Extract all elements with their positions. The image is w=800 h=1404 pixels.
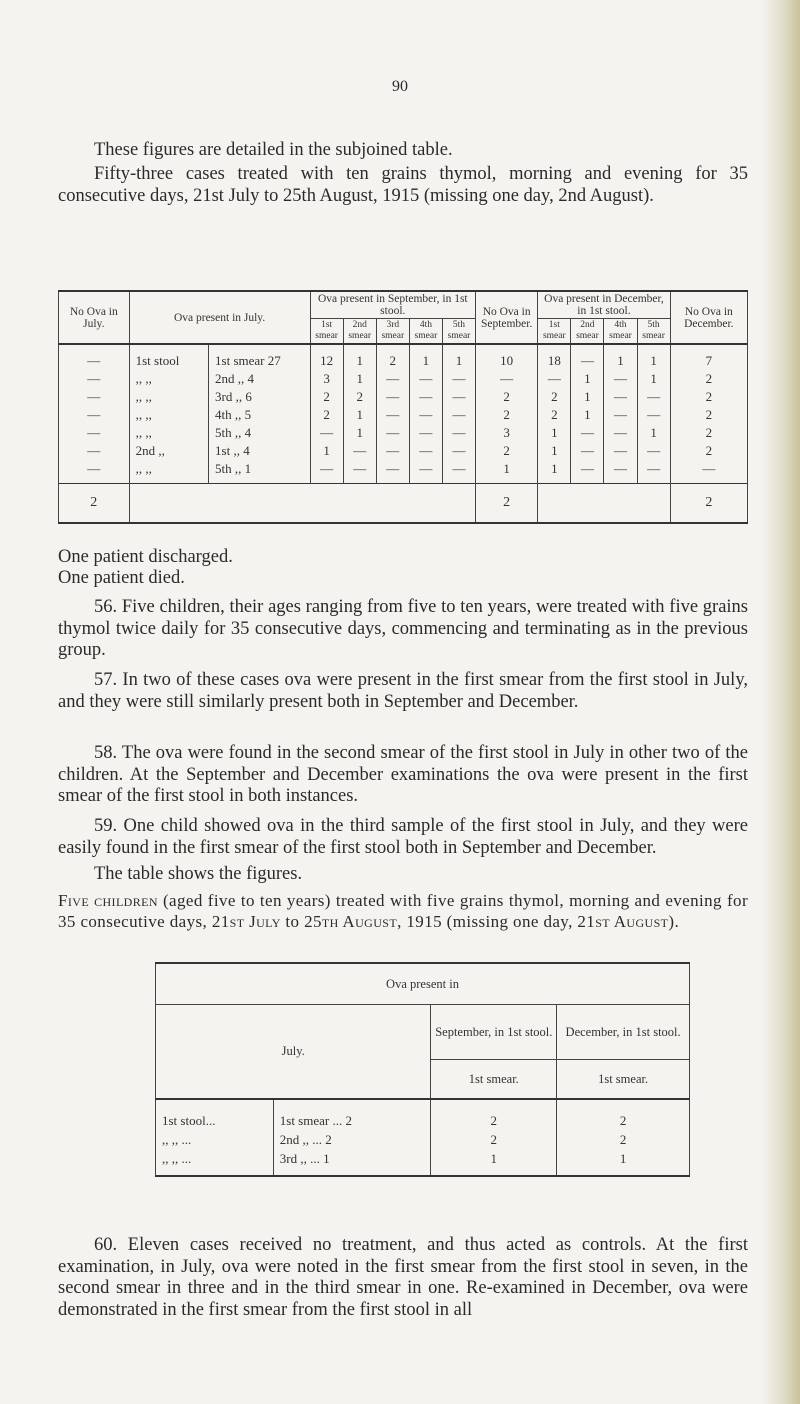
page-edge-shadow [762,0,800,1404]
table-cell: 1 [343,370,376,388]
table-cell: 2nd ,, [129,442,208,460]
table-cell: 2 [557,1099,690,1130]
table-cell: 1 [343,344,376,370]
table-cell: 2 [343,388,376,406]
table-cell: — [409,370,442,388]
table-cell: 5th ,, 4 [209,424,311,442]
table-cell: 5th ,, 1 [209,460,311,484]
table-cell: 2 [476,406,538,424]
table-cell: — [442,442,475,460]
table-cell: 3 [310,370,343,388]
table-cell: — [310,460,343,484]
table-cell: — [442,406,475,424]
header-sept-smear: 4th smear [409,319,442,345]
table-row [59,406,748,424]
table-cell: 2 [310,388,343,406]
table-cell: — [343,460,376,484]
header-dec-smear: 4th smear [604,319,637,345]
table-cell: 1 [310,442,343,460]
caption-part: Five children [58,891,158,910]
table-cell: 1st ,, 4 [209,442,311,460]
paragraph-60: 60. Eleven cases received no treatment, and thus acted as controls. At the first examination, in July, ova were noted in the first smear from the first stool in seven, in the second smear in three and in the third smear in one. Re-examined in December, ova were demonstrated in the first smear from the first stool in all [58,1235,748,1320]
table-cell: 1 [571,370,604,388]
table-cell: — [59,388,130,406]
table-cell: 2 [670,388,747,406]
caption-part: 21st July [211,912,281,931]
header-ova-july: Ova present in July. [129,291,310,344]
header-sept-smear: 1st smear. [431,1060,557,1100]
table-cell: 1st stool [129,344,208,370]
table-cell: 1 [538,442,571,460]
table-cell: — [59,442,130,460]
table-cell: — [571,424,604,442]
header-dec-smear: 1st smear [538,319,571,345]
table-row [59,388,748,406]
table-cell: — [637,442,670,460]
table-cell: 10 [476,344,538,370]
table-cell: 2nd ,, ... 2 [273,1130,431,1149]
table-cell: — [409,424,442,442]
table-cell: 2nd ,, 4 [209,370,311,388]
table-cell: — [604,370,637,388]
header-september: September, in 1st stool. [431,1005,557,1060]
table-cell: ,, ,, [129,388,208,406]
table-cell: — [571,460,604,484]
header-ova-september: Ova present in September, in 1st stool. [310,291,475,319]
table-cell: 2 [538,406,571,424]
table-intro: The table shows the figures. [94,864,303,884]
intro-paragraph: Fifty-three cases treated with ten grains thymol, morning and evening for 35 consecutive days, 21st July to 25th August, 1915 (missing one day, 2nd August). [58,164,748,206]
table-cell: 2 [476,388,538,406]
table-cell: ,, ,, [129,406,208,424]
table-row [59,424,748,442]
caption-part: to [280,912,305,931]
paragraph-58: 58. The ova were found in the second smear of the first stool in July in other two of the children. At the September and December examinations the ova were present in the first smear of the first stool in both instances. [58,743,748,806]
table-cell: 1 [571,388,604,406]
table-cell: — [376,406,409,424]
table-cell: — [442,460,475,484]
intro-line: These figures are detailed in the subjoined table. [94,140,453,160]
table-cell: — [376,388,409,406]
table-cell: 1 [557,1149,690,1176]
total-no-ova-september: 2 [476,484,538,524]
table-cell: ,, ,, [129,460,208,484]
table-cell: 1 [538,460,571,484]
header-ova-present: Ova present in [156,963,690,1005]
table-cell: 1 [343,424,376,442]
total-blank [129,484,475,524]
note-discharged: One patient discharged. [58,547,233,567]
table-cell: ,, ,, ... [156,1130,274,1149]
table-cell: 3 [476,424,538,442]
table-cell: — [409,388,442,406]
table-cell: 2 [476,442,538,460]
table-cell: 1 [442,344,475,370]
table2-body [156,1099,690,1176]
table-cell: 2 [431,1130,557,1149]
header-dec-smear: 1st smear. [557,1060,690,1100]
table-cell: 1 [476,460,538,484]
table-cell: ,, ,, [129,424,208,442]
header-sept-smear: 1st smear [310,319,343,345]
table-cell: 2 [670,442,747,460]
table-cell: 1 [604,344,637,370]
table-cell: — [604,442,637,460]
table-cell: 2 [670,406,747,424]
table-cell: — [442,388,475,406]
header-sept-smear: 2nd smear [343,319,376,345]
table-cell: ,, ,, ... [156,1149,274,1176]
header-no-ova-september: No Ova in September. [476,291,538,344]
header-no-ova-december: No Ova in December. [670,291,747,344]
caption-part: ). [668,912,680,931]
table-cell: — [409,460,442,484]
table-cell: 2 [376,344,409,370]
table-cell: 1st smear ... 2 [273,1099,431,1130]
table-row [156,1130,690,1149]
table-cell: — [637,406,670,424]
table-row [59,460,748,484]
table-cell: 2 [310,406,343,424]
table-cell: — [376,370,409,388]
caption-part: 21st August [577,912,669,931]
table-cell: — [442,424,475,442]
table-cell: 3rd ,, ... 1 [273,1149,431,1176]
paragraph-56: 56. Five children, their ages ranging from five to ten years, were treated with five grains thymol twice daily for 35 consecutive days, commencing and terminating as in the previous group. [58,597,748,660]
table-row [59,370,748,388]
table-cell: — [571,344,604,370]
header-ova-december: Ova present in December, in 1st stool. [538,291,670,319]
table-cell: 1 [571,406,604,424]
table-cell: — [59,460,130,484]
table-cell: 2 [670,424,747,442]
caption-part: 35 [58,912,76,931]
table-cell: — [310,424,343,442]
table-cell: 1 [637,424,670,442]
table-cell: 1 [409,344,442,370]
table-cell: 1 [538,424,571,442]
table-row [156,1099,690,1130]
caption-part: , 1915 (missing one day, [397,912,578,931]
table-cell: 18 [538,344,571,370]
table-cell: — [604,424,637,442]
total-no-ova-december: 2 [670,484,747,524]
table-cell: — [376,424,409,442]
table-cell: — [409,442,442,460]
table-cell: — [604,460,637,484]
table-cell: — [476,370,538,388]
table-cell: 2 [557,1130,690,1149]
note-died: One patient died. [58,568,185,588]
page-number: 90 [392,78,408,95]
thymol-ten-grain-table [58,290,748,524]
table-cell: — [59,370,130,388]
header-sept-smear: 5th smear [442,319,475,345]
table-cell: — [538,370,571,388]
table-row [59,344,748,370]
table-cell: 1 [343,406,376,424]
caption-part: consecutive days, [75,912,212,931]
header-july: July. [156,1005,431,1100]
table-cell: — [670,460,747,484]
table-cell: — [59,424,130,442]
table-cell: — [59,344,130,370]
header-dec-smear: 5th smear [637,319,670,345]
table-cell: 1st smear 27 [209,344,311,370]
header-no-ova-july: No Ova in July. [59,291,130,344]
table-cell: 2 [538,388,571,406]
paragraph-59: 59. One child showed ova in the third sample of the first stool in July, and they were easily found in the first smear of the first stool both in September and December. [58,816,748,858]
table-cell: — [376,442,409,460]
table-cell: 3rd ,, 6 [209,388,311,406]
table-cell: 2 [431,1099,557,1130]
table2-caption [58,890,748,932]
table-cell: 7 [670,344,747,370]
table-row [59,442,748,460]
table-cell: — [604,406,637,424]
table-cell: 2 [670,370,747,388]
header-dec-smear: 2nd smear [571,319,604,345]
table-cell: — [604,388,637,406]
table-cell: — [343,442,376,460]
table-row [156,1149,690,1176]
table-cell: — [637,388,670,406]
table-cell: 4th ,, 5 [209,406,311,424]
total-blank [538,484,670,524]
thymol-five-grain-table [155,962,690,1177]
table-cell: — [442,370,475,388]
table-cell: 1 [637,344,670,370]
table-cell: — [409,406,442,424]
header-december: December, in 1st stool. [557,1005,690,1060]
table-cell: — [571,442,604,460]
table1-body [59,344,748,484]
table-cell: — [59,406,130,424]
table-cell: 12 [310,344,343,370]
total-no-ova-july: 2 [59,484,130,524]
paragraph-57: 57. In two of these cases ova were present in the first smear from the first stool in July, and they were still similarly present both in September and December. [58,670,748,712]
caption-part: 25th August [304,912,398,931]
table-cell: 1 [431,1149,557,1176]
table-cell: 1st stool... [156,1099,274,1130]
table-cell: — [376,460,409,484]
header-sept-smear: 3rd smear [376,319,409,345]
caption-part: (aged five to ten years) treated with five grains thymol, morning and evening for [157,891,749,910]
table-cell: ,, ,, [129,370,208,388]
table-cell: 1 [637,370,670,388]
table-cell: — [637,460,670,484]
